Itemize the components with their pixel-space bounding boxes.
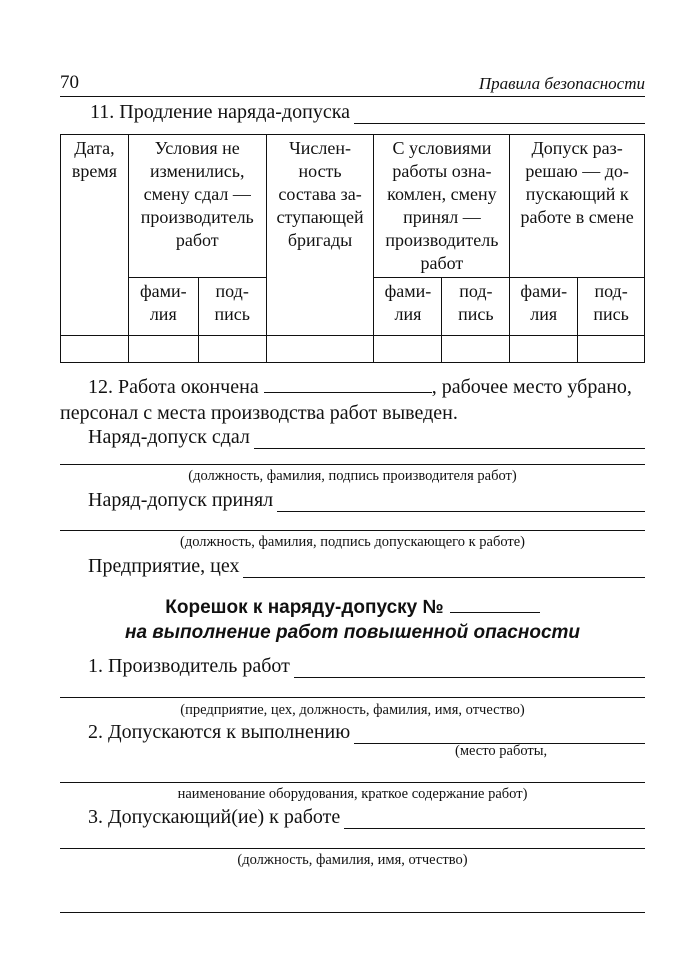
- item2-blank-line-2[interactable]: [60, 782, 645, 783]
- table-cell[interactable]: [61, 336, 129, 363]
- received-row: [88, 488, 645, 512]
- received-blank-line-2[interactable]: [60, 530, 645, 531]
- table-row: [61, 336, 645, 363]
- subheader-sign: под-пись: [578, 278, 645, 336]
- handed-over-caption: (должность, фамилия, подпись производителя работ): [188, 468, 517, 484]
- item2-blank[interactable]: [354, 725, 645, 744]
- subheader-surname: фами-лия: [510, 278, 578, 336]
- item2-label: 2. Допускаются к выполнению: [88, 721, 351, 743]
- item1-caption: (предприятие, цех, должность, фамилия, имя, отчество): [180, 702, 525, 718]
- enterprise-label: Предприятие, цех: [88, 555, 240, 577]
- enterprise-row: [88, 554, 645, 578]
- subheader-surname: фами-лия: [374, 278, 442, 336]
- received-label: Наряд-допуск принял: [88, 489, 274, 511]
- section-12-paragraph: [60, 374, 645, 426]
- extension-table: [60, 134, 645, 363]
- handed-over-row: [88, 425, 645, 449]
- section-11-label: 11. Продление наряда-допуска: [90, 101, 350, 123]
- header-accepted: С условиями работы озна-комлен, смену принял — производитель работ: [374, 135, 510, 278]
- header-conditions: Условия не изменились, смену сдал — производитель работ: [128, 135, 266, 278]
- item3-label: 3. Допускающий(ие) к работе: [88, 806, 341, 828]
- item2-caption-a: (место работы,: [455, 743, 548, 759]
- running-title: Правила безопасности: [478, 74, 645, 93]
- header-date: Дата, время: [61, 135, 129, 336]
- page-number: 70: [60, 72, 79, 93]
- item3-row: [88, 805, 645, 829]
- handed-over-label: Наряд-допуск сдал: [88, 426, 250, 448]
- table-cell[interactable]: [510, 336, 578, 363]
- handed-over-blank-line-2[interactable]: [60, 464, 645, 465]
- item1-blank[interactable]: [294, 659, 645, 678]
- extra-blank-line[interactable]: [60, 912, 645, 913]
- header-count: Числен-ность состава за-ступающей бригады: [266, 135, 374, 336]
- item3-caption: (должность, фамилия, имя, отчество): [237, 852, 468, 868]
- section-12-text-after: , рабочее место убрано, персонал с места производства работ выведен.: [60, 376, 632, 424]
- enterprise-blank[interactable]: [243, 559, 645, 578]
- work-finished-blank[interactable]: [264, 376, 432, 393]
- header-permit: Допуск раз-решаю — до-пускающий к работе в смене: [510, 135, 645, 278]
- subheader-sign: под-пись: [442, 278, 510, 336]
- received-caption: (должность, фамилия, подпись допускающего к работе): [180, 534, 525, 550]
- page-header: [60, 72, 645, 97]
- section-11-blank-line[interactable]: [354, 105, 645, 124]
- item2-caption-b: наименование оборудования, краткое содержание работ): [177, 786, 528, 802]
- table-cell[interactable]: [128, 336, 198, 363]
- table-cell[interactable]: [374, 336, 442, 363]
- table-cell[interactable]: [442, 336, 510, 363]
- stub-subtitle: на выполнение работ повышенной опасности: [124, 622, 581, 643]
- item2-row: [88, 720, 645, 744]
- handed-over-blank[interactable]: [254, 430, 645, 449]
- table-cell[interactable]: [578, 336, 645, 363]
- subheader-surname: фами-лия: [128, 278, 198, 336]
- received-blank[interactable]: [277, 493, 645, 512]
- stub-number-blank[interactable]: [450, 598, 540, 613]
- item3-blank[interactable]: [344, 810, 645, 829]
- subheader-sign: под-пись: [198, 278, 266, 336]
- section-12-text-before: 12. Работа окончена: [88, 376, 259, 398]
- item1-blank-line-2[interactable]: [60, 697, 645, 698]
- section-11-heading: [90, 100, 645, 124]
- table-header-row: [61, 135, 645, 278]
- stub-title-text: Корешок к наряду-допуску №: [165, 597, 444, 618]
- item1-label: 1. Производитель работ: [88, 655, 290, 677]
- table-cell[interactable]: [266, 336, 374, 363]
- table-cell[interactable]: [198, 336, 266, 363]
- item3-blank-line-2[interactable]: [60, 848, 645, 849]
- stub-title: [60, 597, 645, 619]
- item1-row: [88, 654, 645, 678]
